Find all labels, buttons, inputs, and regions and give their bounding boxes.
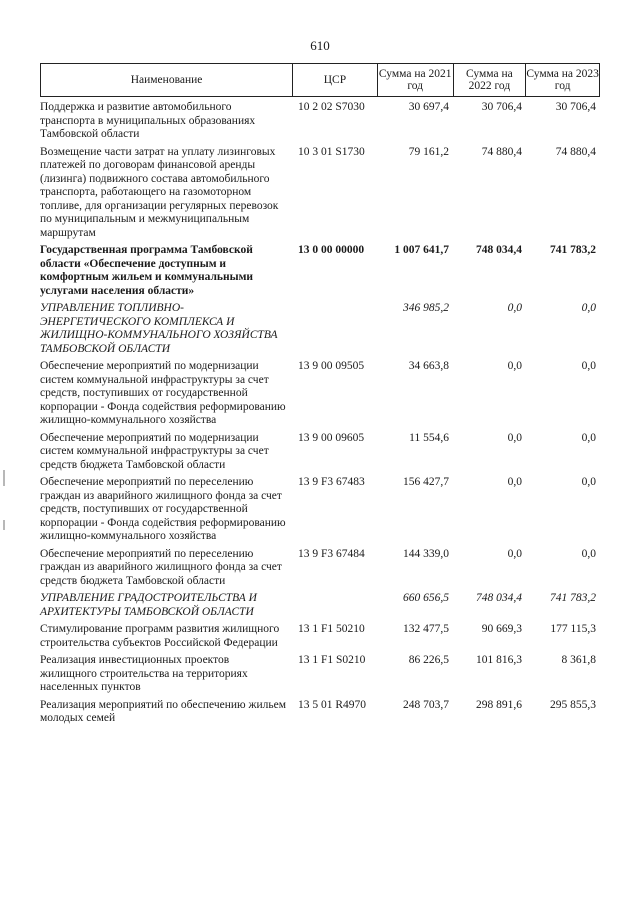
row-csr: 13 5 01 R4970 bbox=[298, 698, 367, 711]
row-sum-2023: 0,0 bbox=[581, 547, 596, 560]
row-sum-2022: 90 669,3 bbox=[481, 623, 522, 635]
row-sum-2021: 1 007 641,7 bbox=[394, 244, 449, 256]
row-sum-2022: 748 034,4 bbox=[476, 592, 522, 604]
table-row bbox=[40, 623, 600, 650]
row-name: Обеспечение мероприятий по переселению граждан из аварийного жилищного фонда за счет средств бюджета Тамбовской области bbox=[40, 547, 282, 587]
table-row bbox=[40, 476, 600, 544]
row-name: Стимулирование программ развития жилищного строительства субъектов Российской Федерации bbox=[40, 623, 280, 649]
table-row bbox=[40, 146, 600, 241]
row-name: УПРАВЛЕНИЕ ТОПЛИВНО-ЭНЕРГЕТИЧЕСКОГО КОМПЛЕКСА И ЖИЛИЩНО-КОММУНАЛЬНОГО ХОЗЯЙСТВА ТАМБОВСКОЙ ОБЛАСТИ bbox=[40, 302, 278, 355]
row-name: УПРАВЛЕНИЕ ГРАДОСТРОИТЕЛЬСТВА И АРХИТЕКТУРЫ ТАМБОВСКОЙ ОБЛАСТИ bbox=[40, 592, 257, 618]
row-csr: 13 9 00 09505 bbox=[298, 360, 365, 372]
table-row bbox=[40, 548, 600, 589]
row-sum-2021: 156 427,7 bbox=[403, 476, 449, 488]
scan-edge-mark bbox=[3, 520, 5, 530]
row-sum-2022: 0,0 bbox=[507, 547, 522, 560]
row-name: Поддержка и развитие автомобильного транспорта в муниципальных образованиях Тамбовской области bbox=[40, 101, 256, 140]
table-row bbox=[40, 699, 600, 726]
table-row bbox=[40, 432, 600, 473]
row-sum-2023: 74 880,4 bbox=[555, 145, 596, 158]
table-body bbox=[40, 101, 600, 726]
row-csr: 13 1 F1 50210 bbox=[298, 623, 365, 635]
row-name: Реализация мероприятий по обеспечению жильем молодых семей bbox=[40, 698, 286, 724]
scan-edge-mark bbox=[3, 470, 5, 486]
page-number: 610 bbox=[310, 38, 330, 53]
row-sum-2023: 8 361,8 bbox=[561, 654, 596, 666]
row-csr bbox=[292, 302, 377, 356]
row-sum-2022: 0,0 bbox=[507, 476, 522, 488]
row-name: Возмещение части затрат на уплату лизинговых платежей по договорам финансовой аренды (лизинга) подвижного состава автомобильного транспорта, работающего на газомоторном топливе, для организации регулярных перевозок по муниципальным и межмуниципальным маршрутам bbox=[40, 145, 279, 239]
row-sum-2021: 660 656,5 bbox=[403, 592, 449, 604]
row-sum-2023: 0,0 bbox=[581, 302, 596, 314]
header-sum-2023: Сумма на 2023 год bbox=[525, 64, 599, 96]
row-csr: 13 9 00 09605 bbox=[298, 431, 365, 444]
table-header bbox=[40, 63, 600, 97]
row-sum-2022: 0,0 bbox=[507, 302, 522, 314]
row-csr: 13 1 F1 S0210 bbox=[298, 654, 366, 666]
row-csr: 10 2 02 S7030 bbox=[298, 101, 365, 113]
row-csr: 13 0 00 00000 bbox=[298, 244, 365, 256]
row-name: Обеспечение мероприятий по модернизации систем коммунальной инфраструктуры за счет средств бюджета Тамбовской области bbox=[40, 431, 269, 471]
row-sum-2021: 86 226,5 bbox=[408, 654, 449, 666]
header-csr: ЦСР bbox=[292, 64, 377, 96]
row-sum-2023: 295 855,3 bbox=[550, 698, 596, 711]
row-csr: 10 3 01 S1730 bbox=[298, 145, 365, 158]
row-sum-2021: 346 985,2 bbox=[403, 302, 449, 314]
row-sum-2022: 748 034,4 bbox=[476, 244, 522, 256]
row-sum-2022: 298 891,6 bbox=[476, 698, 522, 711]
row-sum-2023: 741 783,2 bbox=[550, 244, 596, 256]
header-sum-2022: Сумма на 2022 год bbox=[453, 64, 526, 96]
row-sum-2021: 248 703,7 bbox=[403, 698, 449, 711]
row-sum-2021: 79 161,2 bbox=[408, 145, 449, 158]
table-row bbox=[40, 101, 600, 142]
row-sum-2021: 11 554,6 bbox=[409, 431, 449, 444]
row-sum-2023: 0,0 bbox=[581, 476, 596, 488]
row-sum-2023: 741 783,2 bbox=[550, 592, 596, 604]
row-csr: 13 9 F3 67483 bbox=[298, 476, 365, 488]
row-sum-2021: 144 339,0 bbox=[403, 547, 449, 560]
table-row bbox=[40, 654, 600, 695]
row-name: Обеспечение мероприятий по переселению граждан из аварийного жилищного фонда за счет средств, поступивших от государственной корпорации - Фонда содействия реформированию жилищно-коммунального хозяйства bbox=[40, 476, 286, 542]
table-row bbox=[40, 360, 600, 428]
row-csr bbox=[292, 592, 377, 619]
table-row bbox=[40, 244, 600, 298]
row-sum-2022: 101 816,3 bbox=[476, 654, 522, 666]
table-row bbox=[40, 302, 600, 356]
row-name: Государственная программа Тамбовской области «Обеспечение доступным и комфортным жильем и коммунальными услугами населения области» bbox=[40, 244, 254, 297]
table-row bbox=[40, 592, 600, 619]
row-sum-2023: 0,0 bbox=[581, 431, 596, 444]
header-sum-2021: Сумма на 2021 год bbox=[377, 64, 453, 96]
row-sum-2022: 0,0 bbox=[507, 360, 522, 372]
row-sum-2022: 74 880,4 bbox=[481, 145, 522, 158]
row-sum-2023: 177 115,3 bbox=[550, 623, 596, 635]
row-sum-2021: 34 663,8 bbox=[408, 360, 449, 372]
budget-table bbox=[40, 63, 600, 730]
row-sum-2022: 0,0 bbox=[507, 431, 522, 444]
header-name: Наименование bbox=[130, 74, 203, 86]
row-sum-2021: 30 697,4 bbox=[408, 101, 449, 113]
row-sum-2022: 30 706,4 bbox=[481, 101, 522, 113]
row-sum-2023: 0,0 bbox=[581, 360, 596, 372]
row-name: Обеспечение мероприятий по модернизации систем коммунальной инфраструктуры за счет средств, поступивших от государственной корпорации - Фонда содействия реформированию жилищно-коммунального хозяйства bbox=[40, 360, 286, 426]
row-name: Реализация инвестиционных проектов жилищного строительства на территориях населенных пунктов bbox=[40, 654, 248, 693]
row-sum-2023: 30 706,4 bbox=[555, 101, 596, 113]
row-csr: 13 9 F3 67484 bbox=[298, 547, 365, 560]
row-sum-2021: 132 477,5 bbox=[403, 623, 449, 635]
